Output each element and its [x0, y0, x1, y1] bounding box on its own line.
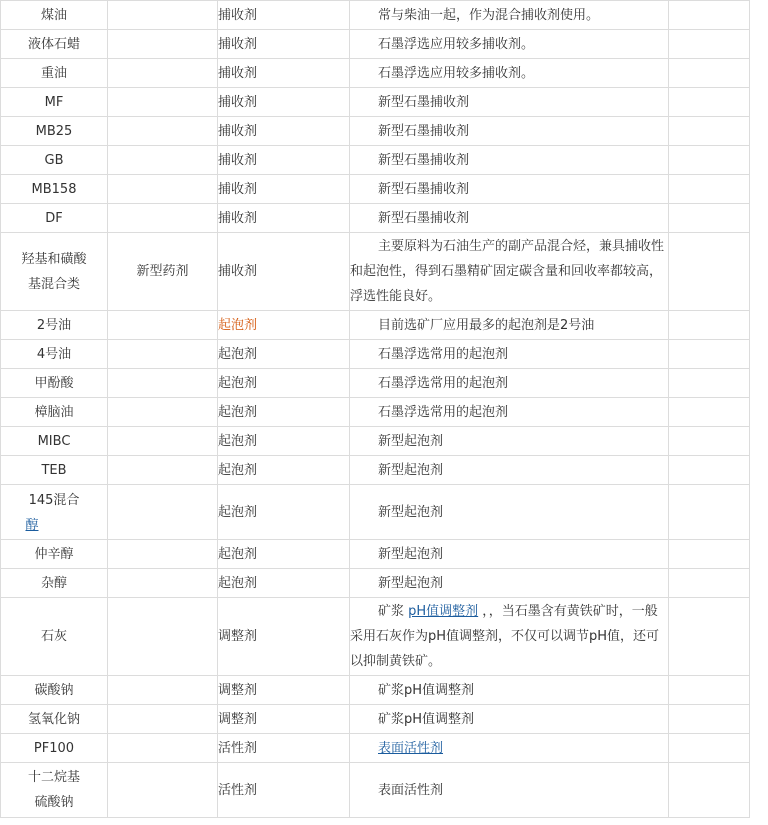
reagent-group	[108, 569, 218, 598]
table-row	[1, 598, 750, 676]
reagent-group	[108, 117, 218, 146]
reagent-group	[108, 398, 218, 427]
reagent-name: 2号油	[1, 311, 108, 340]
reagent-desc: 新型起泡剂	[350, 427, 669, 456]
empty-cell	[669, 1, 750, 30]
reagent-name: 甲酚酸	[1, 369, 108, 398]
reagent-desc: 新型石墨捕收剂	[350, 204, 669, 233]
empty-cell	[669, 734, 750, 763]
table-row	[1, 734, 750, 763]
empty-cell	[669, 540, 750, 569]
reagent-desc: 新型石墨捕收剂	[350, 146, 669, 175]
empty-cell	[669, 676, 750, 705]
reagent-desc: 石墨浮选常用的起泡剂	[350, 340, 669, 369]
table-row	[1, 117, 750, 146]
reagent-type: 起泡剂	[218, 485, 350, 540]
reagent-desc: 新型起泡剂	[350, 456, 669, 485]
reagent-desc: 石墨浮选常用的起泡剂	[350, 398, 669, 427]
table-row	[1, 569, 750, 598]
reagent-name: 羟基和磺酸基混合类	[1, 233, 108, 311]
empty-cell	[669, 117, 750, 146]
reagent-type: 起泡剂	[218, 340, 350, 369]
reagent-desc: 新型石墨捕收剂	[350, 117, 669, 146]
reagent-name: MB158	[1, 175, 108, 204]
table-row	[1, 59, 750, 88]
reagent-desc: 新型起泡剂	[350, 540, 669, 569]
reagent-name	[1, 485, 108, 540]
reagent-desc-text: 矿浆 pH值调整剂 ，，当石墨含有黄铁矿时，一般采用石灰作为pH值调整剂，不仅可以调节pH值，还可以抑制黄铁矿。	[350, 604, 660, 669]
reagent-group: 新型药剂	[108, 233, 218, 311]
empty-cell	[669, 705, 750, 734]
reagent-name: DF	[1, 204, 108, 233]
reagent-group	[108, 676, 218, 705]
reagent-type: 捕收剂	[218, 175, 350, 204]
reagent-name: MF	[1, 88, 108, 117]
reagent-name: 4号油	[1, 340, 108, 369]
reagent-name: 液体石蜡	[1, 30, 108, 59]
reagent-group	[108, 88, 218, 117]
table-row	[1, 540, 750, 569]
reagent-type: 捕收剂	[218, 233, 350, 311]
reagent-type: 调整剂	[218, 598, 350, 676]
reagent-desc: 常与柴油一起，作为混合捕收剂使用。	[350, 1, 669, 30]
table-row	[1, 676, 750, 705]
reagent-group	[108, 763, 218, 818]
reagent-type: 捕收剂	[218, 30, 350, 59]
reagent-group	[108, 1, 218, 30]
empty-cell	[669, 763, 750, 818]
reagent-desc: 目前选矿厂应用最多的起泡剂是2号油	[350, 311, 669, 340]
reagent-desc: 新型起泡剂	[350, 485, 669, 540]
reagent-name: 氢氧化钠	[1, 705, 108, 734]
empty-cell	[669, 598, 750, 676]
reagent-name: 碳酸钠	[1, 676, 108, 705]
ph-regulator-link[interactable]: pH值调整剂	[408, 604, 479, 619]
table-row	[1, 204, 750, 233]
reagent-type: 捕收剂	[218, 146, 350, 175]
table-row	[1, 146, 750, 175]
reagent-type: 调整剂	[218, 676, 350, 705]
reagent-group	[108, 204, 218, 233]
reagent-group	[108, 598, 218, 676]
reagent-name: 煤油	[1, 1, 108, 30]
empty-cell	[669, 175, 750, 204]
reagent-type: 活性剂	[218, 734, 350, 763]
empty-cell	[669, 340, 750, 369]
empty-cell	[669, 456, 750, 485]
reagent-name: PF100	[1, 734, 108, 763]
reagent-type	[218, 311, 350, 340]
reagent-type: 捕收剂	[218, 204, 350, 233]
table-row	[1, 427, 750, 456]
reagent-type: 起泡剂	[218, 398, 350, 427]
empty-cell	[669, 485, 750, 540]
table-row	[1, 763, 750, 818]
empty-cell	[669, 569, 750, 598]
table-row	[1, 30, 750, 59]
reagent-desc: 石墨浮选应用较多捕收剂。	[350, 30, 669, 59]
empty-cell	[669, 369, 750, 398]
reagent-group	[108, 175, 218, 204]
reagent-type: 调整剂	[218, 705, 350, 734]
reagent-desc	[350, 734, 669, 763]
reagent-group	[108, 456, 218, 485]
table-row	[1, 705, 750, 734]
reagent-group	[108, 705, 218, 734]
reagent-group	[108, 485, 218, 540]
reagent-type: 活性剂	[218, 763, 350, 818]
reagent-name: 杂醇	[1, 569, 108, 598]
reagent-desc: 新型起泡剂	[350, 569, 669, 598]
reagent-group	[108, 427, 218, 456]
reagent-type: 起泡剂	[218, 427, 350, 456]
reagent-name: 仲辛醇	[1, 540, 108, 569]
reagent-desc	[350, 598, 669, 676]
reagent-type: 起泡剂	[218, 540, 350, 569]
reagent-group	[108, 540, 218, 569]
reagent-desc: 新型石墨捕收剂	[350, 175, 669, 204]
table-row	[1, 88, 750, 117]
reagent-desc: 矿浆pH值调整剂	[350, 705, 669, 734]
empty-cell	[669, 30, 750, 59]
reagent-type: 起泡剂	[218, 569, 350, 598]
table-row	[1, 175, 750, 204]
table-row	[1, 340, 750, 369]
reagent-group	[108, 146, 218, 175]
table-row	[1, 233, 750, 311]
reagent-type: 起泡剂	[218, 456, 350, 485]
reagent-desc: 矿浆pH值调整剂	[350, 676, 669, 705]
reagent-desc: 石墨浮选常用的起泡剂	[350, 369, 669, 398]
table-row	[1, 485, 750, 540]
reagent-group	[108, 311, 218, 340]
empty-cell	[669, 59, 750, 88]
reagent-type: 捕收剂	[218, 1, 350, 30]
reagent-desc: 表面活性剂	[350, 763, 669, 818]
reagent-group	[108, 340, 218, 369]
reagent-desc: 石墨浮选应用较多捕收剂。	[350, 59, 669, 88]
reagent-group	[108, 369, 218, 398]
empty-cell	[669, 146, 750, 175]
table-row	[1, 311, 750, 340]
table-row	[1, 398, 750, 427]
reagent-name: TEB	[1, 456, 108, 485]
reagent-type: 起泡剂	[218, 369, 350, 398]
reagent-name: GB	[1, 146, 108, 175]
reagent-name: 十二烷基硫酸钠	[1, 763, 108, 818]
reagent-name: MIBC	[1, 427, 108, 456]
reagent-name-text: 145混合	[28, 493, 80, 508]
reagent-desc: 新型石墨捕收剂	[350, 88, 669, 117]
empty-cell	[669, 88, 750, 117]
highlighted-type: 起泡剂	[218, 317, 258, 333]
empty-cell	[669, 311, 750, 340]
table-row	[1, 369, 750, 398]
empty-cell	[669, 204, 750, 233]
reagent-name: MB25	[1, 117, 108, 146]
empty-cell	[669, 398, 750, 427]
reagent-name: 重油	[1, 59, 108, 88]
table-row	[1, 1, 750, 30]
empty-cell	[669, 233, 750, 311]
surfactant-link[interactable]: 表面活性剂	[378, 740, 444, 756]
reagent-group	[108, 30, 218, 59]
reagent-desc: 主要原料为石油生产的副产品混合烃，兼具捕收性和起泡性，得到石墨精矿固定碳含量和回收率都较高，浮选性能良好。	[350, 233, 669, 311]
table-row	[1, 456, 750, 485]
reagent-type: 捕收剂	[218, 117, 350, 146]
reagent-group	[108, 734, 218, 763]
reagent-group	[108, 59, 218, 88]
reagent-type: 捕收剂	[218, 59, 350, 88]
reagent-name: 樟脑油	[1, 398, 108, 427]
reagent-name-link[interactable]: 醇	[25, 518, 39, 533]
reagent-type: 捕收剂	[218, 88, 350, 117]
reagent-name: 石灰	[1, 598, 108, 676]
empty-cell	[669, 427, 750, 456]
